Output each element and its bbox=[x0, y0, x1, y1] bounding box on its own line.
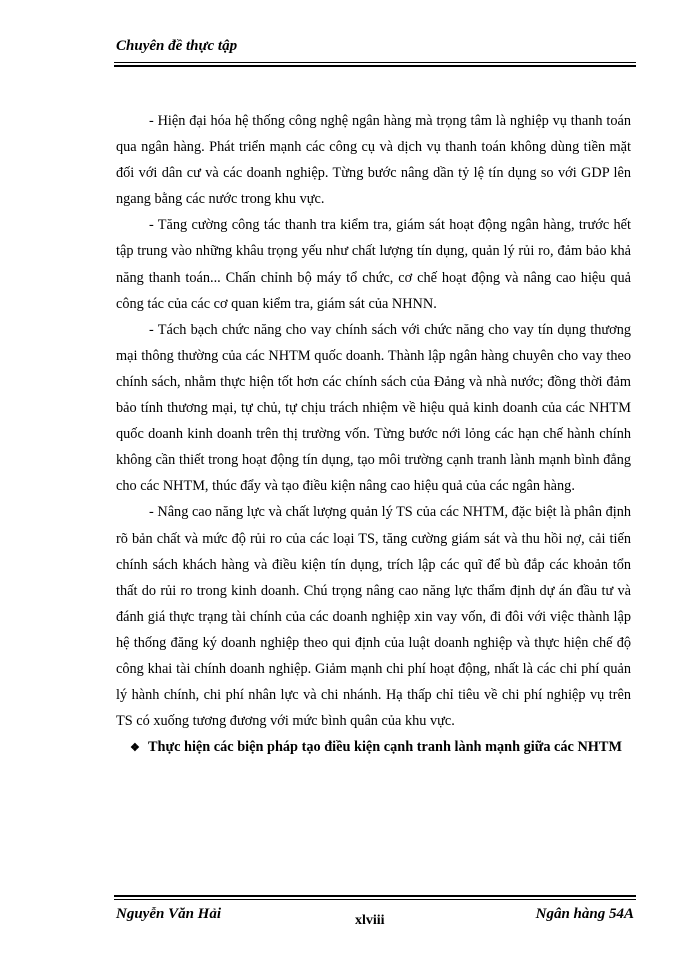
section-heading-text: Thực hiện các biện pháp tạo điều kiện cạnh tranh lành mạnh giữa các NHTM bbox=[148, 739, 622, 756]
footer-class-name: Ngân hàng 54A bbox=[535, 906, 634, 922]
footer-author: Nguyễn Văn Hải bbox=[116, 906, 222, 922]
footer-rule-thin bbox=[114, 899, 636, 900]
paragraph-4: - Nâng cao năng lực và chất lượng quản lý TS của các NHTM, đặc biệt là phân định rõ bản chất và mức độ rủi ro của các loại TS, tăng cường giám sát và thu hồi nợ, cải tiến chính sách khách hàng và điều kiện tín dụng, trích lập các quĩ để bù đắp các khoản tổn thất do rủi ro trong kinh doanh. Chú trọng nâng cao năng lực thẩm định dự án đầu tư và đánh giá thực trạng tài chính của các doanh nghiệp xin vay vốn, đi đôi với việc thành lập hệ thống đăng ký doanh nghiệp theo qui định của luật doanh nghiệp và thực hiện chế độ công khai tài chính doanh nghiệp. Giảm mạnh chi phí hoạt động, nhất là các chi phí quản lý hành chính, chi phí nhân lực và chi nhánh. Hạ thấp chỉ tiêu về chi phí nghiệp vụ trên TS có xuống tương đương với mức bình quân của khu vực. bbox=[116, 504, 631, 730]
footer-rule-thick bbox=[114, 895, 636, 897]
diamond-bullet-icon: ❖ bbox=[130, 742, 140, 755]
header-rule-thick bbox=[114, 65, 636, 67]
page-number: xlviii bbox=[355, 913, 385, 928]
header-title: Chuyên đề thực tập bbox=[116, 38, 238, 54]
paragraph-3: - Tách bạch chức năng cho vay chính sách với chức năng cho vay tín dụng thương mại thông thường của các NHTM quốc doanh. Thành lập ngân hàng chuyên cho vay theo chính sách, nhằm thực hiện tốt hơn các chính sách của Đảng và nhà nước; đồng thời đảm bảo tính thương mại, tự chủ, tự chịu trách nhiệm về hiệu quả kinh doanh của các NHTM quốc doanh kinh doanh trên thị trường vốn. Từng bước nới lỏng các hạn chế hành chính không cần thiết trong hoạt động tín dụng, tạo môi trường cạnh tranh lành mạnh bình đẳng cho các NHTM, thúc đẩy và tạo điều kiện nâng cao hiệu quả của các ngân hàng. bbox=[116, 321, 631, 495]
paragraph-2: - Tăng cường công tác thanh tra kiểm tra, giám sát hoạt động ngân hàng, trước hết tập trung vào những khâu trọng yếu như chất lượng tín dụng, quản lý rủi ro, đảm bảo khả năng thanh toán... Chấn chỉnh bộ máy tổ chức, cơ chế hoạt động và nâng cao hiệu quả công tác của các cơ quan kiểm tra, giám sát của NHNN. bbox=[116, 217, 631, 312]
section-heading bbox=[116, 734, 631, 761]
header-rule-thin bbox=[114, 62, 636, 63]
document-body bbox=[116, 108, 631, 761]
paragraph-1: - Hiện đại hóa hệ thống công nghệ ngân hàng mà trọng tâm là nghiệp vụ thanh toán qua ngân hàng. Phát triển mạnh các công cụ và dịch vụ thanh toán không dùng tiền mặt đối với dân cư và các doanh nghiệp. Từng bước nâng dần tỷ lệ tín dụng so với GDP lên ngang bằng các nước trong khu vực. bbox=[116, 113, 631, 208]
